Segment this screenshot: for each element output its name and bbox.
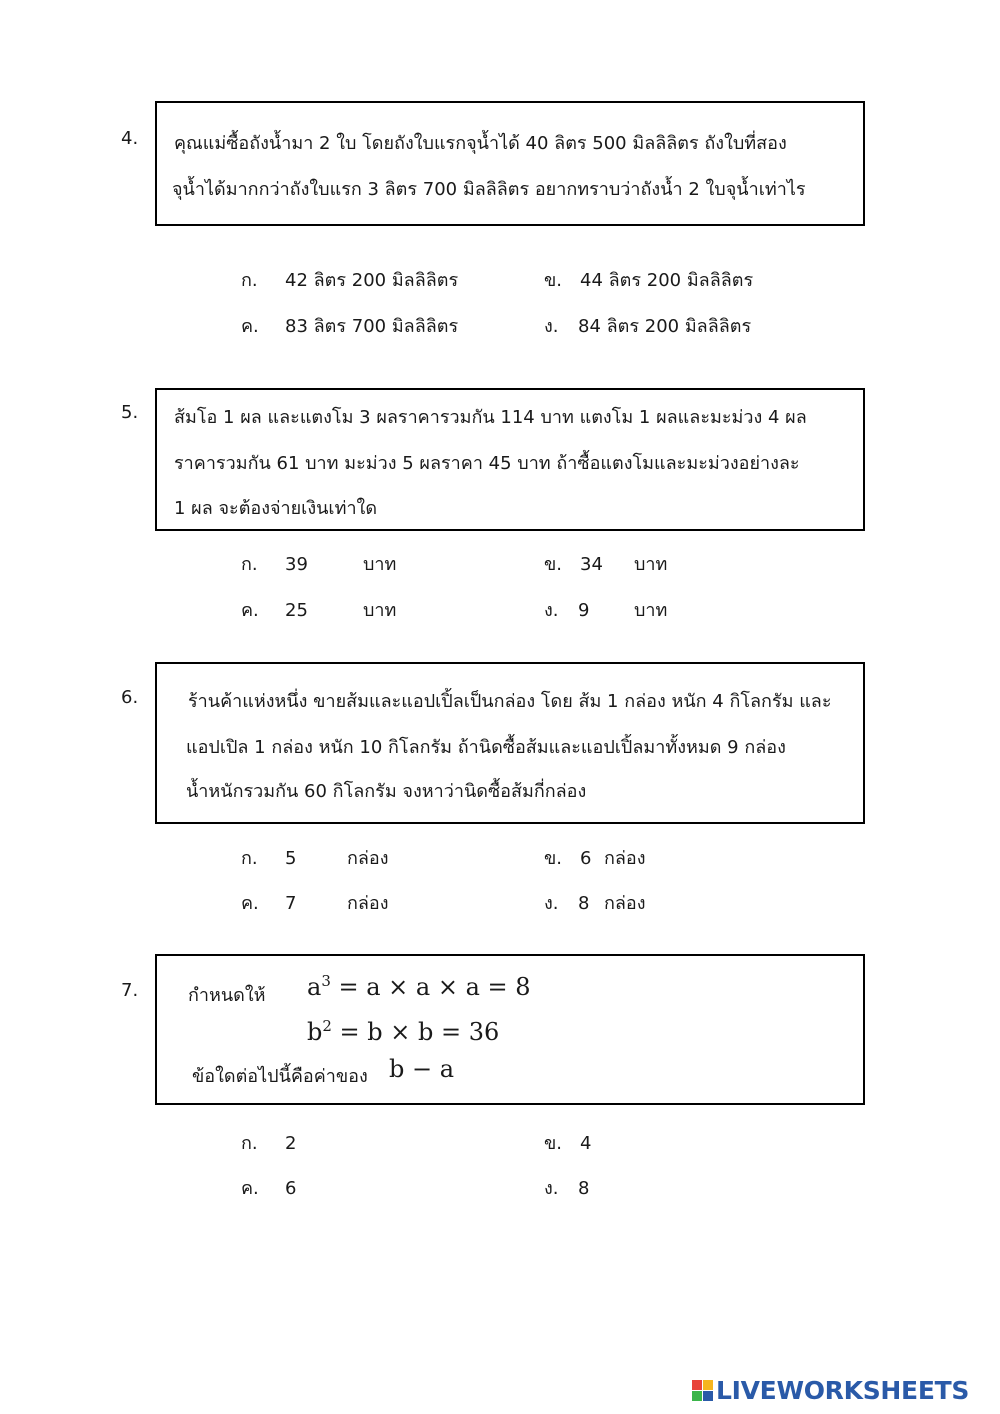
question-4-number: 4. [121, 128, 139, 149]
question-7-given-label: กำหนดให้ [188, 985, 266, 1006]
question-4-option-b[interactable]: ข. 44 ลิตร 200 มิลลิลิตร [544, 270, 754, 291]
question-7-option-d[interactable]: ง. 8 [544, 1178, 590, 1199]
question-6-option-d[interactable]: ง. 8 กล่อง [544, 893, 646, 914]
question-4-option-c[interactable]: ค. 83 ลิตร 700 มิลลิลิตร [241, 316, 459, 337]
question-7-option-a[interactable]: ก. 2 [241, 1133, 297, 1154]
question-7-equation-a: $a^3 = a \times a \times a = 8$ [307, 972, 531, 1001]
liveworksheets-logo-text: LIVEWORKSHEETS [716, 1375, 970, 1405]
question-5-line-2: ราคารวมกัน 61 บาท มะม่วง 5 ผลราคา 45 บาท ถ้าซื้อแตงโมและมะม่วงอย่างละ [174, 453, 800, 474]
question-5-line-3: 1 ผล จะต้องจ่ายเงินเท่าใด [174, 498, 378, 519]
question-5-option-b[interactable]: ข. 34 บาท [544, 554, 668, 575]
question-5-option-a[interactable]: ก. 39 บาท [241, 554, 397, 575]
question-7-number: 7. [121, 980, 139, 1001]
question-5-option-d[interactable]: ง. 9 บาท [544, 600, 668, 621]
question-4-box [155, 101, 865, 226]
question-6-line-1: ร้านค้าแห่งหนึ่ง ขายส้มและแอปเปิ้ลเป็นกล่อง โดย ส้ม 1 กล่อง หนัก 4 กิโลกรัม และ [188, 691, 832, 712]
question-5-line-1: ส้มโอ 1 ผล และแตงโม 3 ผลราคารวมกัน 114 บาท แตงโม 1 ผลและมะม่วง 4 ผล [174, 407, 807, 428]
question-6-option-c[interactable]: ค. 7 กล่อง [241, 893, 389, 914]
question-5-number: 5. [121, 402, 139, 423]
question-4-option-d[interactable]: ง. 84 ลิตร 200 มิลลิลิตร [544, 316, 752, 337]
liveworksheets-logo [692, 1374, 969, 1406]
question-6-number: 6. [121, 687, 139, 708]
question-6-line-3: น้ำหนักรวมกัน 60 กิโลกรัม จงหาว่านิดซื้อส้มกี่กล่อง [186, 781, 587, 802]
question-4-line-2: จุน้ำได้มากกว่าถังใบแรก 3 ลิตร 700 มิลลิลิตร อยากทราบว่าถังน้ำ 2 ใบจุน้ำเท่าไร [172, 179, 806, 200]
question-4-line-1: คุณแม่ซื้อถังน้ำมา 2 ใบ โดยถังใบแรกจุน้ำได้ 40 ลิตร 500 มิลลิลิตร ถังใบที่สอง [174, 133, 787, 154]
question-4-option-a[interactable]: ก. 42 ลิตร 200 มิลลิลิตร [241, 270, 459, 291]
question-7-ask-label: ข้อใดต่อไปนี้คือค่าของ [192, 1066, 368, 1087]
question-5-option-c[interactable]: ค. 25 บาท [241, 600, 397, 621]
question-6-line-2: แอปเปิล 1 กล่อง หนัก 10 กิโลกรัม ถ้านิดซื้อส้มและแอปเปิ้ลมาทั้งหมด 9 กล่อง [186, 737, 786, 758]
liveworksheets-logo-icon [692, 1380, 713, 1401]
question-7-equation-b: $b^2 = b \times b = 36$ [307, 1017, 500, 1046]
question-7-option-c[interactable]: ค. 6 [241, 1178, 297, 1199]
question-6-option-b[interactable]: ข. 6 กล่อง [544, 848, 646, 869]
question-7-ask-expression: b − a [389, 1055, 455, 1083]
question-6-option-a[interactable]: ก. 5 กล่อง [241, 848, 389, 869]
question-7-option-b[interactable]: ข. 4 [544, 1133, 592, 1154]
